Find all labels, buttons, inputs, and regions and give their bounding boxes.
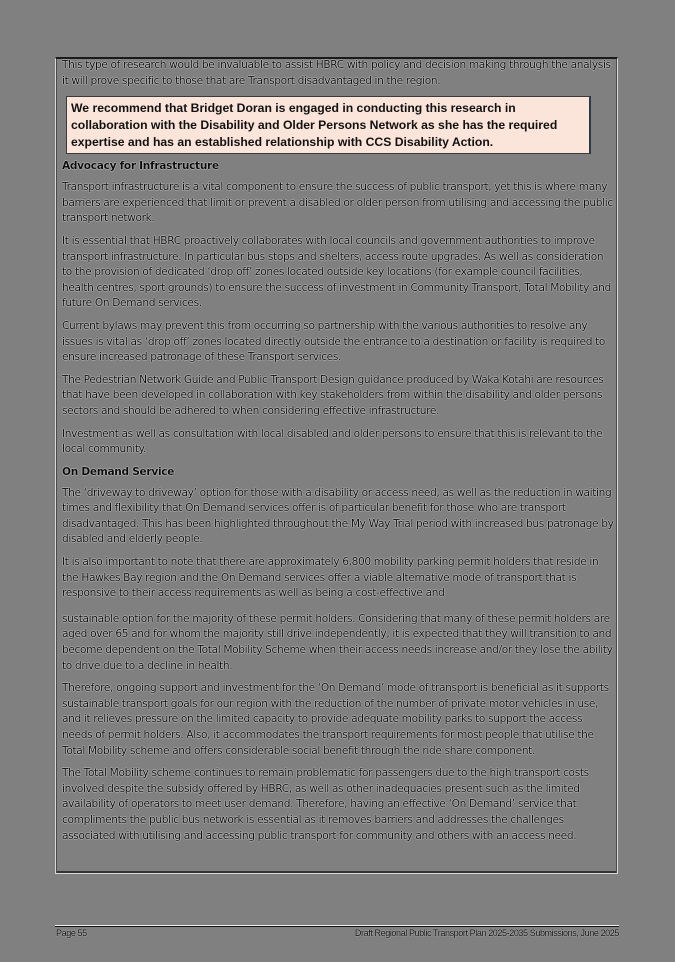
paragraph: The Pedestrian Network Guide and Public Transport Design guidance produced by Waka Kotahi are resources that have been developed in collaboration with key stakeholders from within the disability and older persons sectors and should be adhered to when considering effective infrastructure. [62,373,604,417]
section-heading-infrastructure: Advocacy for Infrastructure [62,160,219,173]
document-body [62,58,614,851]
paragraph: It is also important to note that there are approximately 6,800 mobility parking permit holders that reside in the Hawkes Bay region and the On Demand services offer a viable alternative mode of transport that is responsive to their access requirements as well as being a cost-effective and [62,556,599,600]
section-heading-on-demand: On Demand Service [62,465,175,478]
paragraph: sustainable option for the majority of these permit holders. Considering that many of these permit holders are aged over 65 and for whom the majority still drive independently, it is expected that they will transition to and become dependent on the Total Mobility Scheme when their access needs increase and/or they lose the ability to drive due to a decline in health. [62,612,613,672]
paragraph: Transport infrastructure is a vital component to ensure the success of public transport, yet this is where many barriers are experienced that limit or prevent a disabled or older person from utilising and accessing the public transport network. [62,181,613,225]
paragraph: It is essential that HBRC proactively collaborates with local councils and government authorities to improve transport infrastructure. In particular bus stops and shelters, access route upgrades. As well as consideration to the provision of dedicated ‘drop off’ zones located outside key locations (for example council facilities, health centres, sport grounds) to ensure the success of investment in Community Transport, Total Mobility and future On Demand services. [62,234,611,310]
intro-paragraph: This type of research would be invaluable to assist HBRC with policy and decision making through the analysis it will prove specific to those that are Transport disadvantaged in the region. [62,59,611,87]
footer-divider [55,925,619,927]
paragraph: The ‘driveway to driveway’ option for those with a disability or access need, as well as the reduction in waiting times and flexibility that On Demand services offer is of particular benefit for those who are transport disadvantaged. This has been highlighted throughout the My Way Trial period with increased bus patronage by disabled and elderly people. [62,486,614,546]
recommendation-callout: We recommend that Bridget Doran is engaged in conducting this research in collaboration with the Disability and Older Persons Network as she has the required expertise and has an established relationship with CCS Disability Action. [66,96,591,154]
document-title: Draft Regional Public Transport Plan 2025-2035 Submissions, June 2025 [354,928,619,938]
paragraph: The Total Mobility scheme continues to remain problematic for passengers due to the high transport costs involved despite the subsidy offered by HBRC, as well as other inadequacies present such as the limited availability of operators to meet user demand. Therefore, having an effective ‘On Demand’ service that compliments the public bus network is essential as it removes barriers and addresses the challenges associated with utilising and accessing public transport for community and others with an access need. [62,767,589,842]
paragraph: Investment as well as consultation with local disabled and older persons to ensure that this is relevant to the local community. [62,427,603,456]
paragraph: Current bylaws may prevent this from occurring so partnership with the various authorities to resolve any issues is vital as ‘drop off’ zones located directly outside the entrance to a destination or facility is required to ensure increased patronage of these Transport services. [62,319,606,364]
paragraph: Therefore, ongoing support and investment for the ‘On Demand’ mode of transport is beneficial as it supports sustainable transport goals for our region with the reduction of the number of private motor vehicles in use, and it relieves pressure on the limited capacity to provide adequate mobility parks to support the access needs of permit holders. Also, it accommodates the transport requirements for most people that utilise the Total Mobility scheme and offers considerable social benefit through the ride share component. [62,682,609,757]
page-number: Page 55 [56,928,87,938]
